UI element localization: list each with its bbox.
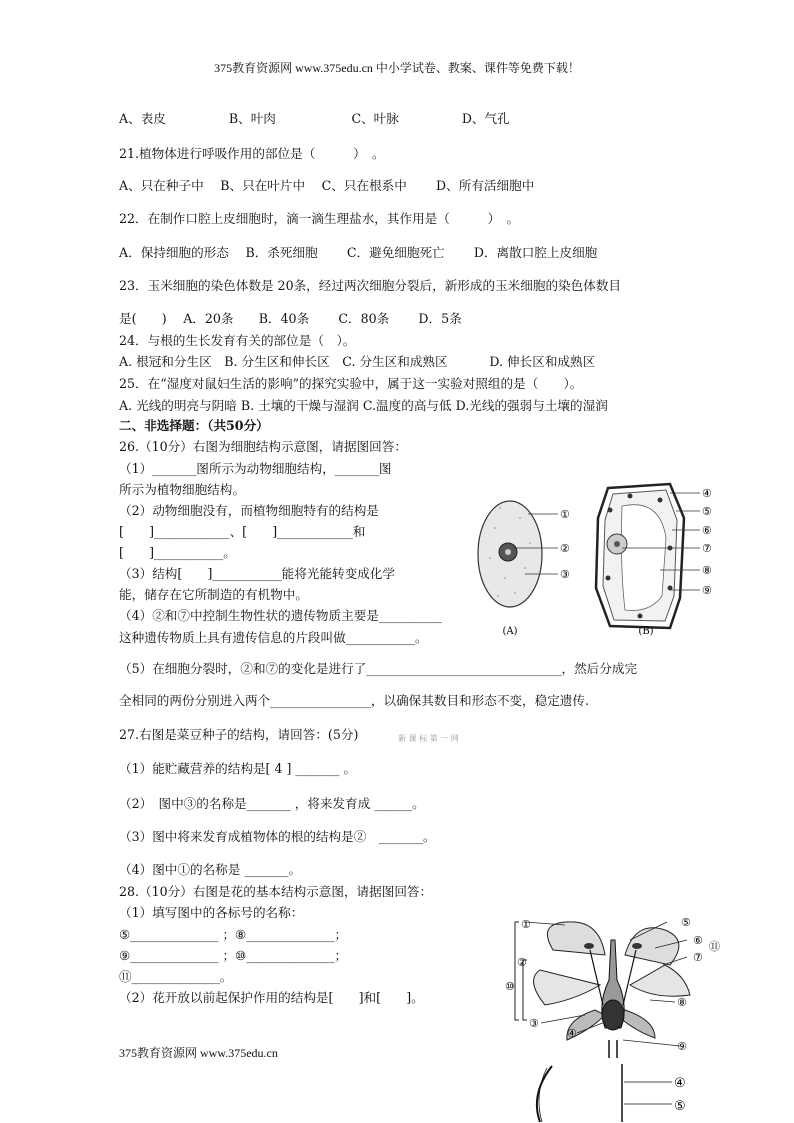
text-line: 24．与根的生长发育有关的部位是（ ）。: [119, 333, 356, 348]
flower-label-10: ⑩: [505, 980, 515, 993]
flower-label-2: ②: [517, 956, 527, 969]
cell-label-4: ④: [702, 487, 712, 500]
text-line: （2） 图中③的名称是_______ ，将来发育成 ______。: [119, 796, 425, 811]
flower-label-1: ①: [521, 918, 531, 931]
seed-label-4: ④: [674, 1076, 686, 1091]
text-line: A、只在种子中 B、只在叶片中 C、只在根系中 D、所有活细胞中: [119, 178, 535, 193]
text-line: 25．在“湿度对鼠妇生活的影响”的探究实验中，属于这一实验对照组的是（ ）。: [119, 376, 583, 391]
cell-label-3: ③: [560, 568, 570, 581]
text-line: 这种遗传物质上具有遗传信息的片段叫做___________。: [119, 630, 428, 645]
text-line: A．保持细胞的形态 B．杀死细胞 C．避免细胞死亡 D．离散口腔上皮细胞: [119, 245, 598, 260]
text-line: [ ]___________。: [119, 545, 236, 560]
text-line: 28.（10分）右图是花的基本结构示意图，请据图回答：: [119, 884, 433, 899]
text-line: （3）结构[ ]___________能将光能转变成化学: [119, 566, 396, 581]
seed-label-5: ⑤: [674, 1099, 686, 1114]
text-line: 全相同的两份分别进入两个________________，以确保其数目和形态不变，稳定遗传.: [119, 693, 589, 708]
cell-label-8: ⑧: [702, 564, 712, 577]
text-line: 是( ) A．20条 B．40条 C．80条 D．5条: [119, 311, 462, 326]
watermark-text: 新 课 标 第 一 网: [398, 734, 459, 743]
seed-structure-figure: [522, 1064, 702, 1122]
text-line: 21.植物体进行呼吸作用的部位是（ ） 。: [119, 146, 385, 161]
text-line: （5）在细胞分裂时，②和⑦的变化是进行了_______________________________，然后分成完: [119, 661, 638, 676]
text-line: （1）_______图所示为动物细胞结构，_______图: [119, 461, 392, 476]
text-line: A. 光线的明亮与阴暗 B. 土壤的干燥与湿润 C.温度的高与低 D.光线的强弱与土壤的湿润: [119, 398, 608, 413]
text-line: 所示为植物细胞结构。: [119, 482, 245, 497]
text-line: ⑨______________ ；⑩______________；: [119, 948, 348, 963]
flower-label-11: ⑪: [709, 940, 720, 953]
text-line: ⑤______________ ；⑧______________；: [119, 927, 348, 942]
page-footer: 375教育资源网 www.375edu.cn: [119, 1046, 278, 1060]
text-line: 27.右图是菜豆种子的结构，请回答：(5分): [119, 727, 359, 742]
vacuole: [621, 505, 666, 611]
cell-label-5: ⑤: [702, 505, 712, 518]
text-line: [ ]____________、[ ]____________和: [119, 524, 366, 539]
text-line: A、表皮 B、叶肉 C、叶脉 D、气孔: [119, 111, 510, 126]
cell-label-2: ②: [560, 542, 570, 555]
cell-label-7: ⑦: [702, 542, 712, 555]
cell-a-caption: (A): [502, 626, 518, 637]
text-line: 二、非选择题：（共50分）: [119, 418, 269, 433]
cell-structure-figure: [470, 478, 722, 640]
text-line: （4）图中①的名称是 _______。: [119, 862, 302, 877]
page-header: 375教育资源网 www.375edu.cn 中小学试卷、教案、课件等免费下载！: [214, 61, 580, 75]
cell-label-6: ⑥: [702, 524, 712, 537]
cell-label-9: ⑨: [702, 584, 712, 597]
text-line: （2）动物细胞没有，而植物细胞特有的结构是: [119, 503, 379, 518]
cell-b-caption: (B): [638, 626, 654, 637]
text-line: （3）图中将来发育成植物体的根的结构是② _______。: [119, 829, 436, 844]
text-line: （4）②和⑦中控制生物性状的遗传物质主要是__________: [119, 608, 442, 623]
flower-label-8: ⑧: [677, 996, 687, 1009]
flower-label-5: ⑤: [681, 916, 691, 929]
text-line: 23．玉米细胞的染色体数是 20条，经过两次细胞分裂后，新形成的玉米细胞的染色体数目: [119, 278, 622, 293]
flower-label-7: ⑦: [693, 951, 703, 964]
text-line: 26.（10分）右图为细胞结构示意图，请据图回答：: [119, 439, 407, 454]
cell-label-1: ①: [560, 508, 570, 521]
text-line: 22．在制作口腔上皮细胞时，滴一滴生理盐水，其作用是（ ） 。: [119, 211, 520, 226]
flower-label-9: ⑨: [677, 1040, 687, 1053]
flower-structure-figure: [505, 910, 731, 1058]
text-line: 能，储存在它所制造的有机物中。: [119, 587, 308, 602]
text-line: （1）填写图中的各标号的名称：: [119, 905, 304, 920]
text-line: （2）花开放以前起保护作用的结构是[ ]和[ ]。: [119, 990, 424, 1005]
flower-label-6: ⑥: [693, 934, 703, 947]
flower-label-4: ④: [567, 1027, 577, 1040]
ovary: [602, 1000, 624, 1030]
text-line: ⑪______________。: [119, 969, 233, 984]
flower-label-3: ③: [529, 1017, 539, 1030]
text-line: A. 根冠和分生区 B. 分生区和伸长区 C. 分生区和成熟区 D. 伸长区和成熟区: [119, 354, 596, 369]
text-line: （1）能贮藏营养的结构是[ 4 ] _______ 。: [119, 761, 357, 776]
